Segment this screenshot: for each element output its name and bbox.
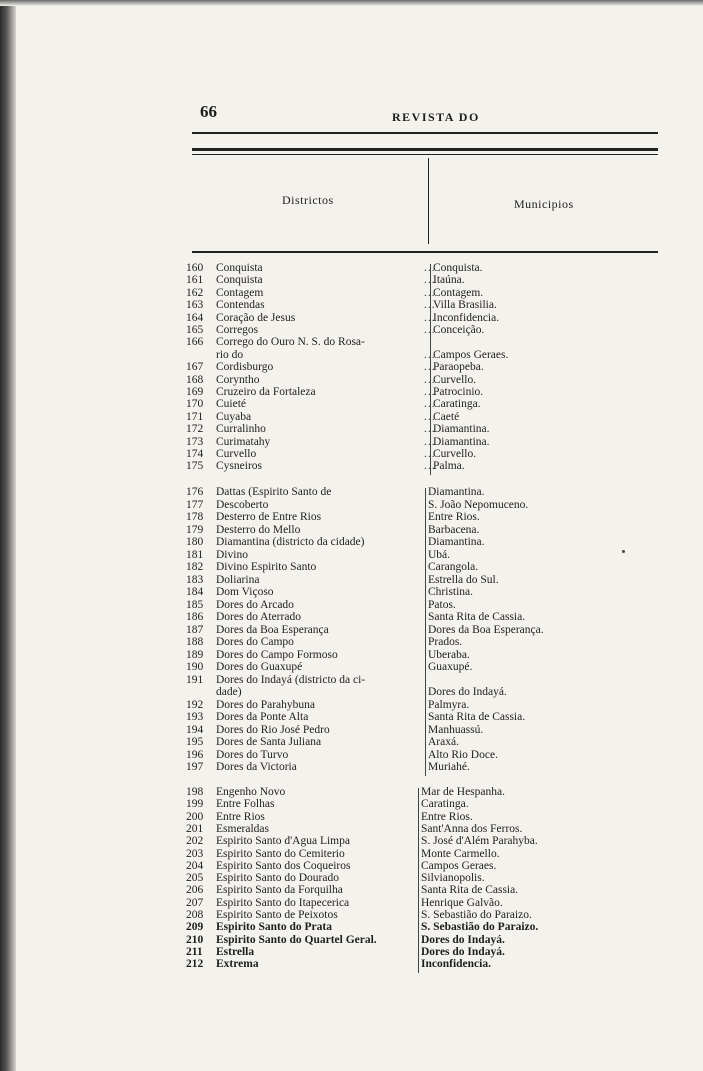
leader-dots: ... [424, 286, 436, 299]
table-row [186, 324, 586, 337]
row-number: 179 [186, 523, 204, 536]
municipality-name: Diamantina. [428, 536, 485, 548]
table-row [186, 786, 586, 799]
table-row [186, 312, 586, 325]
municipality-name: Caratinga. [421, 798, 469, 811]
table-row [186, 921, 586, 934]
district-name: Dores do Turvo [216, 748, 289, 761]
table-row [186, 909, 586, 922]
district-name: Dores de Santa Juliana [216, 736, 322, 748]
row-number: 193 [186, 711, 204, 723]
district-name: Curvello [216, 448, 257, 460]
row-number: 200 [186, 810, 204, 823]
table-row [186, 599, 586, 612]
district-name: Estrella [216, 945, 255, 958]
row-number: 166 [186, 336, 204, 349]
leader-dots: ... [424, 324, 436, 336]
district-name: Curralinho [216, 423, 266, 436]
district-name: Divino [216, 548, 248, 561]
municipality-name: Itaúna. [433, 274, 465, 287]
municipality-name: Ubá. [428, 548, 451, 561]
municipality-name: Santa Rita de Cassia. [421, 884, 519, 897]
table-row [186, 524, 586, 537]
row-number: 163 [186, 299, 204, 312]
district-name: Coryntho [216, 373, 260, 386]
row-number: 187 [186, 623, 204, 636]
district-name: Dores da Victoria [216, 761, 297, 773]
district-name: Entre Rios [216, 810, 265, 823]
row-number: 188 [186, 636, 204, 648]
municipality-name: Manhuassú. [428, 723, 484, 736]
table-row [186, 724, 586, 737]
row-number: 171 [186, 410, 204, 423]
table-row [186, 586, 586, 599]
district-name: Cordisburgo [216, 361, 274, 374]
table-row [186, 511, 586, 524]
table-row [186, 884, 586, 897]
district-name: Cuieté [216, 398, 247, 411]
head-rule [192, 132, 658, 134]
leader-dots: ... [424, 373, 436, 386]
municipality-name: Santa Rita de Cassia. [428, 611, 526, 623]
table-row [186, 958, 586, 971]
row-number: 202 [186, 835, 204, 848]
district-name: Dores do Campo [216, 636, 294, 648]
district-name: Dores do Parahybuna [216, 698, 316, 711]
row-number: 181 [186, 548, 204, 561]
municipality-name: Entre Rios. [421, 810, 473, 823]
running-head: REVISTA DO [392, 110, 480, 124]
table-row [186, 460, 586, 473]
municipality-name: Mar de Hespanha. [421, 786, 505, 798]
row-number: 183 [186, 573, 204, 586]
table-row [186, 835, 586, 848]
municipality-name: Patos. [428, 598, 456, 611]
district-name: Diamantina (districto da cidade) [216, 536, 365, 548]
district-name: Corregos [216, 324, 259, 336]
table-row [186, 561, 586, 574]
district-name: Desterro de Entre Rios [216, 511, 322, 523]
district-name: Esmeraldas [216, 822, 270, 835]
leader-dots: ... [424, 274, 436, 287]
table-row [186, 736, 586, 749]
row-number: 165 [186, 324, 204, 336]
district-name: Descoberto [216, 498, 269, 511]
municipality-name: Palmyra. [428, 698, 470, 711]
municipality-name: Sant'Anna dos Ferros. [421, 822, 523, 835]
row-number: 174 [186, 448, 204, 460]
municipality-name: Santa Rita de Cassia. [428, 711, 526, 723]
column-header-municipalities: Municipios [514, 197, 574, 211]
table-row [186, 374, 586, 387]
row-number: 180 [186, 536, 204, 548]
table-row [186, 423, 586, 436]
municipality-name: Prados. [428, 636, 463, 648]
row-number: 189 [186, 648, 204, 661]
municipality-name: Paraopeba. [433, 361, 484, 374]
leader-dots: ... [424, 410, 436, 423]
table-row [186, 436, 586, 449]
table-row [186, 749, 586, 762]
district-name: Desterro do Mello [216, 523, 301, 536]
district-name: Espirito Santo do Quartel Geral. [216, 933, 377, 946]
district-name: Curimatahy [216, 435, 271, 448]
row-number: 173 [186, 435, 204, 448]
row-number: 162 [186, 286, 204, 299]
table-row [186, 946, 586, 959]
header-bottom-rule [192, 251, 658, 253]
municipality-name: Conceição. [433, 324, 485, 336]
table-row [186, 811, 586, 824]
municipality-name: Guaxupé. [428, 661, 473, 673]
row-number: 197 [186, 761, 204, 773]
row-number: 168 [186, 373, 204, 386]
row-number: 184 [186, 586, 204, 598]
municipality-name: S. Sebastião do Paraizo. [421, 909, 532, 921]
row-number: 203 [186, 847, 204, 860]
municipality-name: S. Sebastião do Paraizo. [421, 921, 539, 934]
table-row [186, 934, 586, 947]
table-row [186, 574, 586, 587]
district-name: Corrego do Ouro N. S. do Rosa- [216, 336, 365, 349]
table-row [186, 386, 586, 399]
municipality-name: Caeté [433, 410, 460, 423]
table-row [186, 699, 586, 712]
row-number: 206 [186, 884, 204, 897]
table-row [186, 262, 586, 275]
municipality-name: Curvello. [433, 373, 477, 386]
municipality-name: Campos Geraes. [433, 348, 509, 361]
municipality-name: S. José d'Além Parahyba. [421, 835, 538, 848]
page-edge-shadow [0, 0, 16, 1071]
district-name: Dores da Boa Esperança [216, 623, 329, 636]
municipality-name: Entre Rios. [428, 511, 480, 523]
district-name: Doliarina [216, 573, 260, 586]
leader-dots: ... [424, 361, 436, 374]
table-row [186, 848, 586, 861]
municipality-name: Araxá. [428, 736, 459, 748]
table-row [186, 611, 586, 624]
row-number: 160 [186, 262, 204, 274]
municipality-name: Uberaba. [428, 648, 470, 661]
column-header-divider [428, 158, 429, 244]
municipality-name: Henrique Galvão. [421, 896, 503, 909]
row-number: 185 [186, 598, 204, 611]
leader-dots: ... [424, 386, 436, 398]
table-row [186, 860, 586, 873]
district-name: Engenho Novo [216, 786, 286, 798]
district-name: Dores da Ponte Alta [216, 711, 309, 723]
row-number: 161 [186, 274, 204, 287]
table-row [186, 274, 586, 287]
municipality-name: Villa Brasilia. [433, 299, 497, 312]
row-number: 192 [186, 698, 204, 711]
municipality-name: Monte Carmello. [421, 847, 500, 860]
table-row [186, 486, 586, 499]
municipality-name: Inconfidencia. [421, 958, 491, 971]
district-name: Entre Folhas [216, 798, 275, 811]
leader-dots: ... [424, 262, 436, 274]
row-number: 199 [186, 798, 204, 811]
leader-dots: ... [424, 423, 436, 436]
municipality-name: Diamantina. [428, 486, 485, 498]
municipality-name: Alto Rio Doce. [428, 748, 498, 761]
table-row [186, 411, 586, 424]
table-row [186, 686, 586, 699]
row-number: 201 [186, 822, 204, 835]
municipality-name: Carangola. [428, 561, 479, 573]
municipality-name: S. João Nepomuceno. [428, 498, 529, 511]
table-row [186, 823, 586, 836]
district-name: Espirito Santo do Itapecerica [216, 896, 350, 909]
municipality-name: Dores da Boa Esperança. [428, 623, 544, 636]
row-number: 208 [186, 909, 204, 921]
row-number: 210 [186, 933, 204, 946]
row-number: 175 [186, 460, 204, 473]
ink-speck [622, 550, 625, 553]
row-number: 164 [186, 311, 204, 324]
district-name: Contendas [216, 299, 265, 312]
district-name: Dores do Indayá (districto da ci- [216, 673, 366, 686]
table-row [186, 448, 586, 461]
district-name: Dattas (Espirito Santo de [216, 486, 332, 498]
district-name: Dores do Campo Formoso [216, 648, 338, 661]
municipality-name: Contagem. [433, 286, 484, 299]
district-name: Espirito Santo d'Agua Limpa [216, 835, 350, 848]
row-number: 170 [186, 398, 204, 411]
district-name: Dores do Rio José Pedro [216, 723, 330, 736]
table-row [186, 711, 586, 724]
municipality-name: Muriahé. [428, 761, 470, 773]
leader-dots: ... [424, 398, 436, 411]
district-name: rio do [216, 348, 244, 361]
municipality-name: Campos Geraes. [421, 859, 497, 872]
row-number: 198 [186, 786, 204, 798]
row-number: 195 [186, 736, 204, 748]
district-name: Espirito Santo de Peixotos [216, 909, 338, 921]
table-row [186, 336, 586, 349]
row-number: 190 [186, 661, 204, 673]
district-name: Dores do Arcado [216, 598, 294, 611]
municipality-name: Barbacena. [428, 523, 480, 536]
district-name: Dores do Guaxupé [216, 661, 303, 673]
district-name: dade) [216, 686, 242, 698]
municipality-name: Patrocinio. [433, 386, 484, 398]
table-row [186, 349, 586, 362]
municipality-name: Estrella do Sul. [428, 573, 499, 586]
table-row [186, 361, 586, 374]
table-row [186, 649, 586, 662]
table-row [186, 536, 586, 549]
municipality-name: Dores do Indayá. [421, 945, 505, 958]
district-name: Conquista [216, 262, 263, 274]
district-name: Conquista [216, 274, 263, 287]
row-number: 178 [186, 511, 204, 523]
district-name: Divino Espirito Santo [216, 561, 317, 573]
row-number: 172 [186, 423, 204, 436]
leader-dots: ... [424, 435, 436, 448]
table-row [186, 636, 586, 649]
municipality-name: Curvello. [433, 448, 477, 460]
row-number: 196 [186, 748, 204, 761]
leader-dots: ... [424, 460, 436, 473]
district-name: Cysneiros [216, 460, 262, 473]
table-row [186, 499, 586, 512]
row-number: 186 [186, 611, 204, 623]
district-name: Espirito Santo da Forquilha [216, 884, 343, 897]
row-number: 207 [186, 896, 204, 909]
page-number: 66 [200, 102, 217, 121]
municipality-name: Diamantina. [433, 423, 490, 436]
municipality-name: Dores do Indayá. [428, 686, 507, 698]
district-name: Coração de Jesus [216, 311, 296, 324]
municipality-name: Inconfidencia. [433, 311, 500, 324]
table-row [186, 287, 586, 300]
table-row [186, 761, 586, 774]
district-name: Dom Viçoso [216, 586, 274, 598]
table-row [186, 897, 586, 910]
page-edge-top [0, 0, 703, 6]
row-number: 169 [186, 386, 204, 398]
row-number: 204 [186, 859, 204, 872]
district-name: Extrema [216, 958, 259, 971]
municipality-name: Silvianopolis. [421, 872, 485, 885]
row-number: 167 [186, 361, 204, 374]
table-top-rule-thick [192, 148, 658, 151]
district-name: Espirito Santo do Prata [216, 921, 332, 934]
leader-dots: ... [424, 299, 436, 312]
table-row [186, 661, 586, 674]
municipality-name: Conquista. [433, 262, 483, 274]
table-row [186, 549, 586, 562]
table-row [186, 299, 586, 312]
municipality-name: Christina. [428, 586, 474, 598]
row-number: 211 [186, 945, 203, 958]
table-row [186, 398, 586, 411]
district-name: Dores do Aterrado [216, 611, 301, 623]
district-name: Espirito Santo do Cemiterio [216, 847, 345, 860]
district-name: Espirito Santo do Dourado [216, 872, 339, 885]
municipality-name: Diamantina. [433, 435, 490, 448]
row-number: 182 [186, 561, 204, 573]
district-name: Cruzeiro da Fortaleza [216, 386, 316, 398]
leader-dots: ... [424, 448, 436, 460]
district-name: Contagem [216, 286, 264, 299]
row-number: 177 [186, 498, 204, 511]
row-number: 176 [186, 486, 204, 498]
table-row [186, 624, 586, 637]
row-number: 212 [186, 958, 204, 971]
district-name: Espirito Santo dos Coqueiros [216, 859, 351, 872]
table-row [186, 872, 586, 885]
column-header-districts: Districtos [282, 193, 334, 207]
table-row [186, 798, 586, 811]
leader-dots: ... [424, 311, 436, 324]
table-row [186, 674, 586, 687]
district-name: Cuyaba [216, 410, 252, 423]
municipality-name: Palma. [433, 460, 465, 473]
municipality-name: Caratinga. [433, 398, 481, 411]
table-top-rule-thin [192, 154, 658, 155]
row-number: 194 [186, 723, 204, 736]
row-number: 191 [186, 673, 204, 686]
leader-dots: ... [424, 348, 436, 361]
municipality-name: Dores do Indayá. [421, 933, 505, 946]
row-number: 209 [186, 921, 204, 934]
row-number: 205 [186, 872, 204, 885]
